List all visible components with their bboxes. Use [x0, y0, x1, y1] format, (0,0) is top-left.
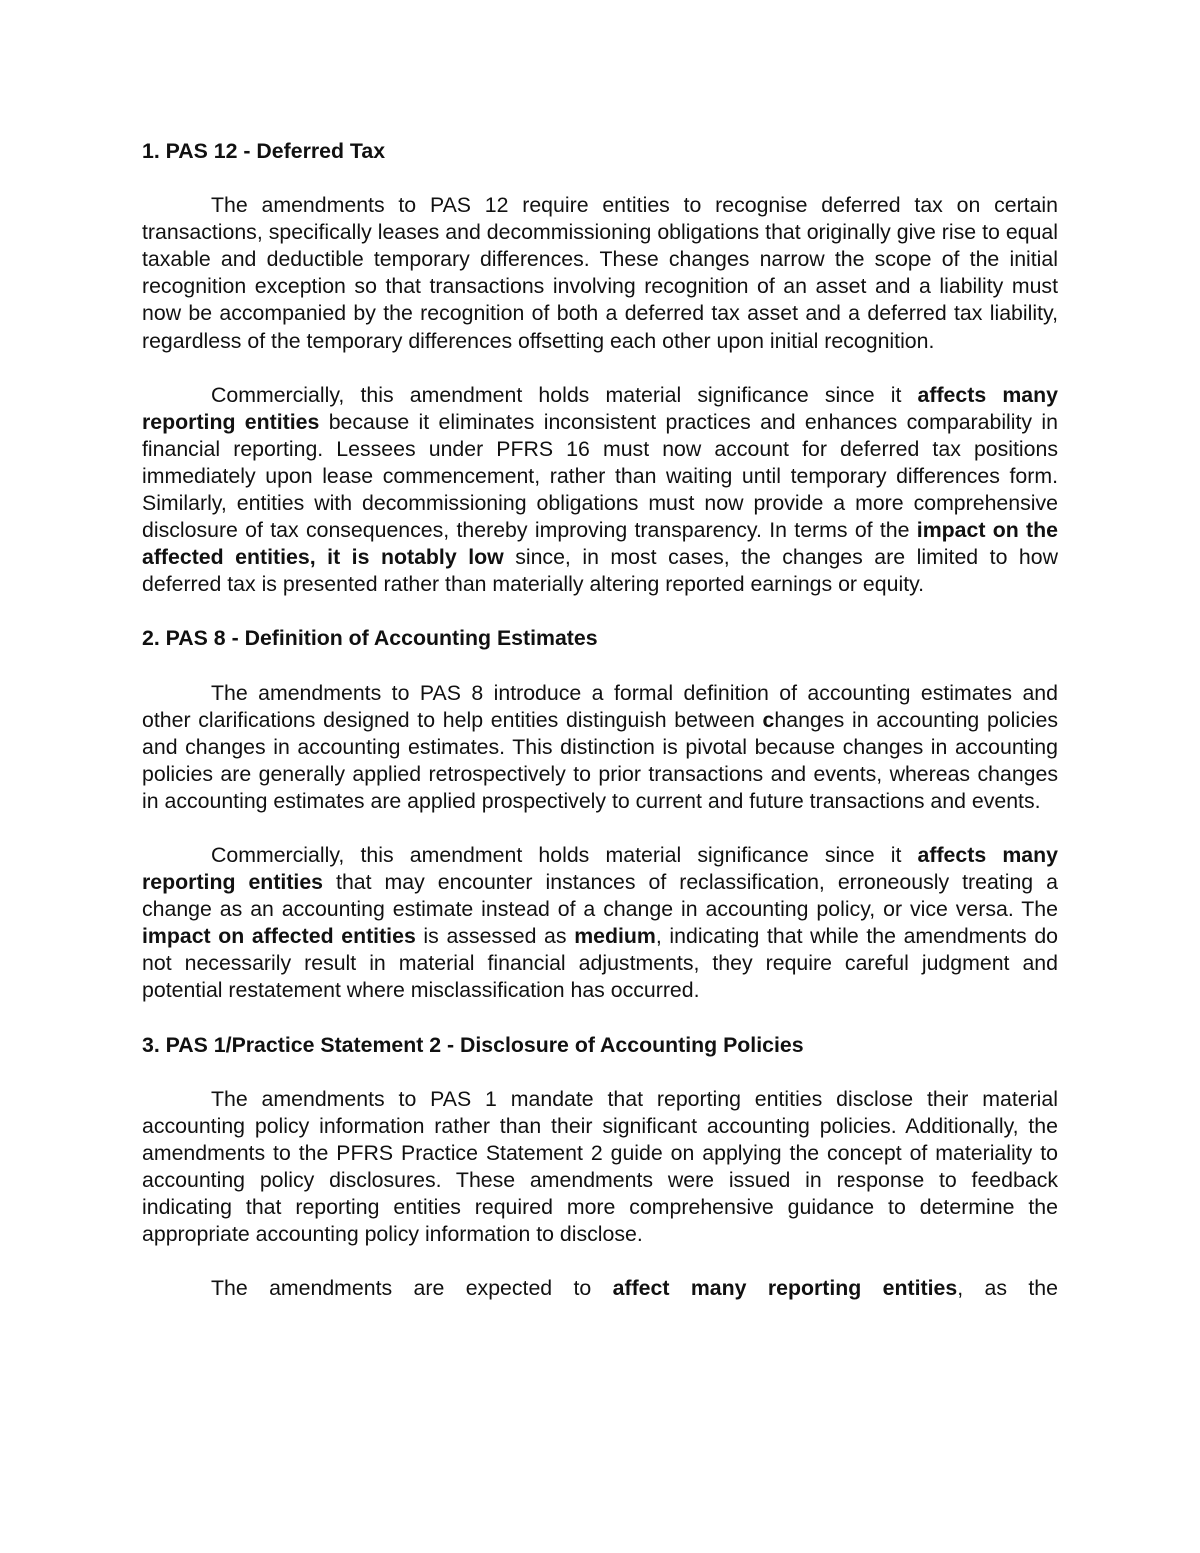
text-run: Commercially, this amendment holds material significance since it [211, 382, 918, 407]
body-paragraph [142, 192, 1058, 355]
text-run: since, in most cases, the changes are limited to how deferred tax is presented rather than materially altering reported earnings or equity. [142, 545, 1058, 597]
section-heading: 1. PAS 12 - Deferred Tax [142, 139, 386, 163]
body-paragraph [142, 1086, 1058, 1249]
text-run: , as the [957, 1276, 1058, 1301]
bold-text: medium [574, 924, 656, 949]
section-heading: 2. PAS 8 - Definition of Accounting Estimates [142, 626, 598, 651]
text-run: that may encounter instances of reclassification, erroneously treating a change as an accounting estimate instead of a change in accounting policy, or vice versa. The [142, 870, 1058, 922]
text-run: is assessed as [415, 924, 575, 949]
text-run: The amendments to PAS 8 introduce a formal definition of accounting estimates and other clarifications designed to help entities distinguish between [142, 680, 1058, 732]
body-paragraph [142, 680, 1058, 815]
bold-text: affects many reporting entities [142, 382, 1058, 434]
body-paragraph [142, 842, 1058, 1005]
bold-text: c [762, 707, 775, 732]
text-run: The amendments are expected to [211, 1276, 613, 1301]
bold-text: affects many reporting entities [142, 842, 1058, 895]
section-3 [142, 1032, 1058, 1303]
section-heading: 3. PAS 1/Practice Statement 2 - Disclosure of Accounting Policies [142, 1032, 804, 1057]
bold-text: impact on the affected entities, it is notably low [142, 518, 1058, 570]
section-2 [142, 625, 1058, 1004]
text-run: , indicating that while the amendments do not necessarily result in material financial adjustments, they require careful judgment and potential restatement where misclassification has occurred. [142, 924, 1059, 1003]
section-1 [142, 138, 1058, 598]
text-run: The amendments to PAS 12 require entities to recognise deferred tax on certain transactions, specifically leases and decommissioning obligations that originally give rise to equal taxable and deductible temporary differences. These changes narrow the scope of the initial recognition exception so that transactions involving recognition of an asset and a liability must now be accompanied by the recognition of both a deferred tax asset and a deferred tax liability, regardless of the temporary differences offsetting each other upon initial recognition. [142, 193, 1058, 353]
text-run: The amendments to PAS 1 mandate that reporting entities disclose their material accounting policy information rather than their significant accounting policies. Additionally, the amendments to the PFRS Practice Statement 2 guide on applying the concept of materiality to accounting policy disclosures. These amendments were issued in response to feedback indicating that reporting entities required more comprehensive guidance to determine the appropriate accounting policy information to disclose. [142, 1086, 1058, 1247]
text-run: hanges in accounting policies and changes in accounting estimates. This distinction is pivotal because changes in accounting policies are generally applied retrospectively to prior transactions and events, whereas changes in accounting estimates are applied prospectively to current and future transactions and events. [142, 707, 1058, 813]
bold-text: impact on affected entities [142, 924, 416, 949]
text-run: Commercially, this amendment holds material significance since it [211, 842, 918, 867]
document-page [142, 138, 1058, 1302]
text-run: because it eliminates inconsistent practices and enhances comparability in financial reporting. Lessees under PFRS 16 must now account for deferred tax positions immediately upon lease commencement, rather than waiting until temporary differences form. Similarly, entities with decommissioning obligations must now provide a more comprehensive disclosure of tax consequences, thereby improving transparency. In terms of the [142, 409, 1058, 543]
body-paragraph [142, 382, 1058, 599]
bold-text: affect many reporting entities [612, 1276, 958, 1301]
body-paragraph [142, 1275, 1058, 1302]
